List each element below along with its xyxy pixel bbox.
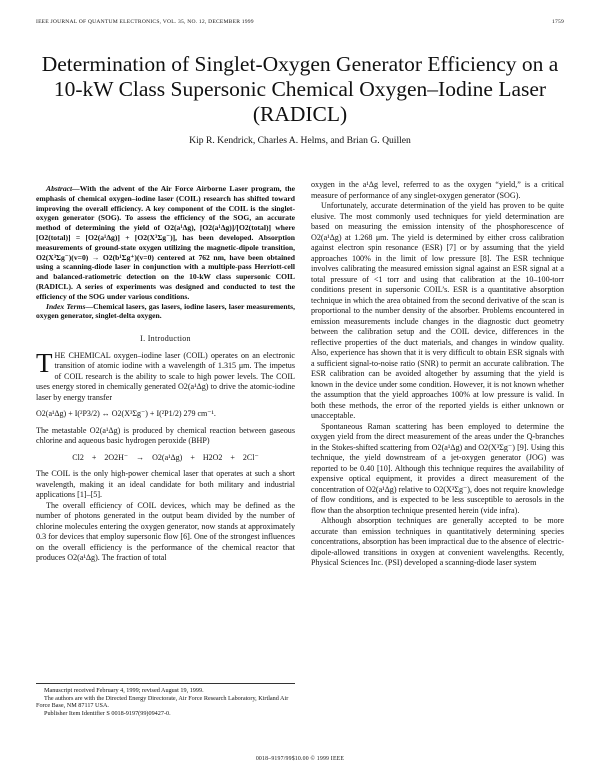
equation-energy-transfer: O2(a¹Δg) + I(²P3/2) ↔ O2(X³Σg⁻) + I(²P1/2) 279 cm⁻¹. [36, 409, 216, 419]
paragraph-absorption: Although absorption techniques are generally accepted to be more accurate than emission techniques in quantitatively determining species concentrations, absorption has been impractical due to the absence of electric-dipole-allowed transitions in oxygen at convenient wavelengths. Recently, Physical Sciences Inc. (PSI) developed a scanning-diode laser system [311, 516, 564, 567]
footnotes [36, 683, 295, 717]
page-number: 1759 [552, 19, 564, 25]
running-header [36, 19, 564, 29]
copyright-footer: 0018–9197/99$10.00 © 1999 IEEE [255, 756, 345, 762]
index-terms-text: Chemical lasers, gas lasers, iodine lasers, laser measurements, oxygen generator, singlet-delta oxygen. [36, 301, 296, 321]
index-terms-label: Index Terms— [46, 301, 94, 311]
abstract-label: Abstract— [46, 184, 80, 193]
paper-title: Determination of Singlet-Oxygen Generator Efficiency on a 10-kW Class Supersonic Chemical Oxygen–Iodine Laser (RADICL) [41, 52, 559, 126]
paragraph-raman: Spontaneous Raman scattering has been employed to determine the oxygen yield from the direct measurement of the areas under the Q-branches in the Stokes-shifted scattering from O2(a¹Δg) and O2(X³Σg⁻) [9]. Using this technique, the yield downstream of a jet-oxygen generator (JOG) was reported to be 0.40 [10]. Although this technique requires the availability of expensive optical equipment, it provides a direct measurement of the concentration of O2(a¹Δg) relative to O2(X³Σg⁻), does not require knowledge of flow conditions, and is expected to be less susceptible to aerosols in the flow than the absorption technique presented herein (vide infra). [311, 421, 564, 515]
footnote-manuscript: Manuscript received February 4, 1999; revised August 19, 1999. [44, 687, 204, 694]
paragraph-metastable: The metastable O2(a¹Δg) is produced by chemical reaction between gaseous chlorine and aqueous basic hydrogen peroxide (BHP) [36, 425, 295, 446]
footnote-affiliation: The authors are with the Directed Energy Directorate, Air Force Research Laboratory, Kirtland Air Force Base, NM 87117 USA. [36, 694, 289, 710]
left-column [36, 184, 295, 564]
right-column [311, 180, 564, 569]
abstract-text: With the advent of the Air Force Airborne Laser program, the emphasis of chemical oxygen–iodine laser (COIL) research has shifted toward improving the overall efficiency. A key component of the COIL is the singlet-oxygen generator (SOG). To assess the efficiency of the SOG, an accurate method of determining the yield of O2(a¹Δg), [O2(a¹Δg)]/[O2(total)] where [O2(total)] = [O2(a¹Δg)] + [O2(X³Σg⁻)], has been developed. Absorption measurements of ground-state oxygen utilizing the magnetic-dipole transition, O2(X³Σg⁻)(v=0) → O2(b¹Σg⁺)(v=0) centered at 762 nm, have been obtained using a scanning-diode laser in conjunction with a multiple-pass Herriott-cell and balanced-ratiometric detection on the 10-kW class supersonic COIL (RADICL). A series of experiments was designed and conducted to test the efficiency of the SOG under various conditions. [36, 184, 295, 301]
paragraph-efficiency: The overall efficiency of COIL devices, which may be defined as the number of photons generated in the output beam divided by the number of chlorine molecules entering the oxygen generator, now stands at approximately 0.3 for devices that employ supersonic flow [6]. One of the strongest influences on the overall efficiency is the performance of the chemical reactor that produces O2(a¹Δg). The fraction of total [36, 500, 295, 563]
paragraph-yield: oxygen in the a¹Δg level, referred to as the oxygen “yield,” is a critical measure of performance of any singlet-oxygen generator (SOG). [311, 180, 564, 200]
intro-text: HE CHEMICAL oxygen–iodine laser (COIL) operates on an electronic transition of atomic iodine with a wavelength of 1.315 μm. The impetus of COIL research is the ability to scale to high power levels. The COIL uses energy stored in chemically generated O2(a¹Δg) to drive the atomic-iodine laser by energy transfer [36, 350, 295, 402]
intro-paragraph [36, 347, 295, 404]
author-list: Kip R. Kendrick, Charles A. Helms, and Brian G. Quillen [189, 135, 411, 146]
section-heading: I. Introduction [140, 334, 191, 344]
paragraph-applications: The COIL is the only high-power chemical laser that operates at such a short wavelength, making it an ideal candidate for both military and industrial applications [1]–[5]. [36, 469, 295, 500]
abstract [36, 184, 295, 302]
journal-name: IEEE JOURNAL OF QUANTUM ELECTRONICS, VOL. 35, NO. 12, DECEMBER 1999 [36, 19, 254, 25]
drop-cap: T [36, 347, 53, 378]
index-terms [36, 302, 295, 322]
paragraph-emission-methods: Unfortunately, accurate determination of the yield has proven to be quite elusive. The most commonly used techniques for yield determination are based on measuring the emission intensity of the phosphorescence of O2(a¹Δg) at 1.268 μm. The yield is determined by either cross calibration against electron spin resonance (ESR) [7] or by assuming that the yield approaches 100% in the limit of low pressure [8]. The ESR technique involves calibrating the measured emission signal against an ESR signal at a total pressure of <1 torr and using that calibration at the 10–100-torr conditions present in supersonic COIL’s. ESR is a quantitative absorption technique in which the area obtained from the second derivative of the scan is proportional to the number density of the absorber. Problems encountered in emission measurements include changes in the diagnostic duct geometry between the calibration setup and the COIL device, differences in the reflective properties of the duct materials, and changes in window quality. Also, experience has shown that it is very difficult to obtain ESR signals with a sufficient signal-to-noise ratio (SNR) to permit an accurate calibration. The ESR calibration can be avoided altogether by assuming that the yield is known in the device under some condition. However, it is not known whether the assumption that the yield approaches 100% at low pressure is valid. In both these methods, the error of the reported yields is either unknown or unacceptable. [311, 201, 564, 420]
equation-chemical-reaction: Cl2 + 2O2H⁻ → O2(a¹Δg) + H2O2 + 2Cl⁻ [72, 452, 259, 462]
footnote-identifier: Publisher Item Identifier S 0018-9197(99)09427-0. [44, 709, 171, 717]
